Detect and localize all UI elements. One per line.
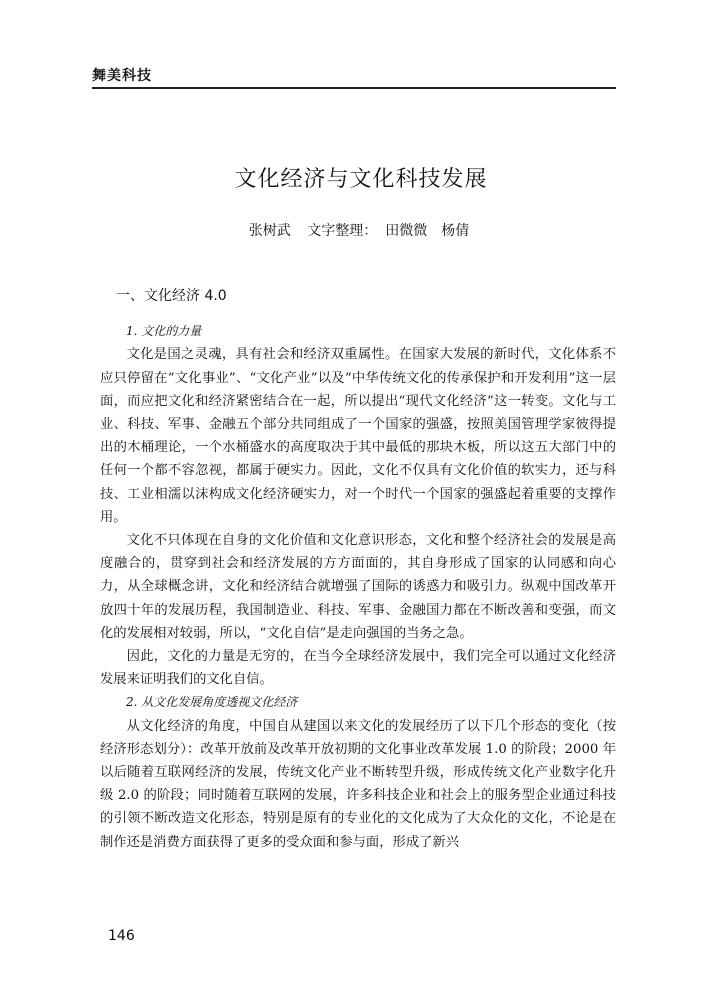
paragraph: 因此，文化的力量是无穷的，在当今全球经济发展中，我们完全可以通过文化经济发展来证明我们的文化自信。 [100, 649, 616, 688]
subsection-heading: 2. 从文化发展角度透视文化经济 [126, 695, 298, 710]
paragraph: 从文化经济的角度，中国自从建国以来文化的发展经历了以下几个形态的变化（按经济形态划分）：改革开放前及改革开放初期的文化事业改革发展 1.0 的阶段；2000 年以后随着互联网经济的发展，传统文化产业不断转型升级，形成传统文化产业数字化升级 2.0 的阶段；同时随着互联网的发展，许多科技企业和社会上的服务型企业通过科技的引领不断改造文化形态，特别是原有的专业化的文化成为了大众化的文化，不论是在制作还是消费方面获得了更多的受众面和参与面，形成了新兴 [100, 718, 616, 850]
article-title: 文化经济与文化科技发展 [234, 167, 488, 192]
header-rule [92, 87, 616, 89]
editors-names: 田微微 杨倩 [385, 223, 470, 239]
byline [0, 220, 722, 240]
section-heading: 一、文化经济 4.0 [116, 288, 227, 304]
paragraph: 文化不只体现在自身的文化价值和文化意识形态，文化和整个经济社会的发展是高度融合的，贯穿到社会和经济发展的方方面面的，其自身形成了国家的认同感和向心力，从全球概念讲，文化和经济结合就增强了国际的诱惑力和吸引力。纵观中国改革开放四十年的发展历程，我国制造业、科技、军事、金融国力都在不断改善和变强，而文化的发展相对较弱，所以，“文化自信”是走向强国的当务之急。 [100, 533, 616, 641]
editors-credit [303, 223, 473, 239]
editors-label: 文字整理： [307, 223, 378, 239]
paragraph: 文化是国之灵魂，具有社会和经济双重属性。在国家大发展的新时代，文化体系不应只停留在“文化事业”、“文化产业”以及“中华传统文化的传承保护和开发利用”这一层面，而应把文化和经济紧密结合在一起，所以提出“现代文化经济”这一转变。文化与工业、科技、军事、金融五个部分共同组成了一个国家的强盛，按照美国管理学家彼得提出的木桶理论，一个水桶盛水的高度取决于其中最低的那块木板，所以这五大部门中的任何一个都不容忽视，都属于硬实力。因此，文化不仅具有文化价值的软实力，还与科技、工业相濡以沫构成文化经济硬实力，对一个时代一个国家的强盛起着重要的支撑作用。 [100, 347, 616, 525]
subsection-heading: 1. 文化的力量 [126, 324, 202, 339]
article-body [100, 285, 616, 854]
page-number: 146 [108, 928, 135, 944]
running-head: 舞美科技 [92, 68, 152, 84]
author-name: 张树武 [248, 223, 291, 239]
